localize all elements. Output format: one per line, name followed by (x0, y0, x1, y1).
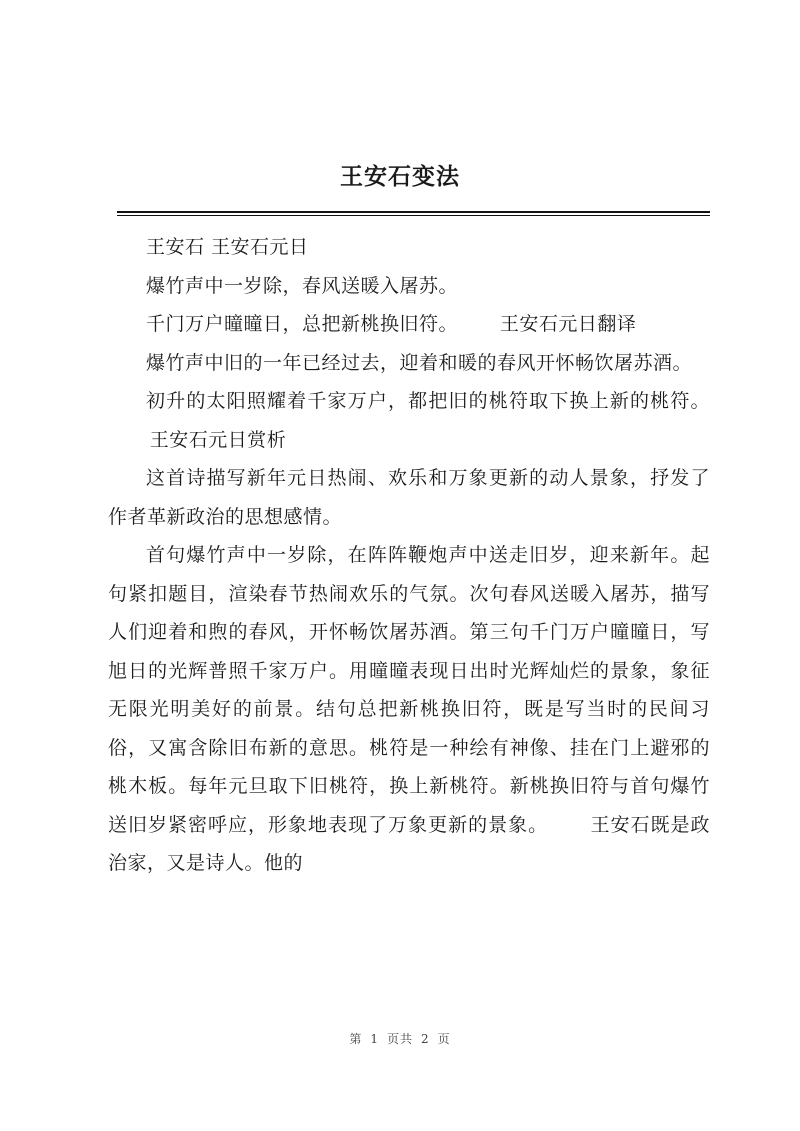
paragraph-1: 王安石 王安石元日 (146, 236, 309, 258)
footer-prefix: 第 (349, 1032, 363, 1046)
paragraph-7-tail: 王安石既是政治家，又是诗人。他的 (108, 813, 710, 874)
paragraph-2: 爆竹声中一岁除，春风送暖入屠苏。 (146, 274, 459, 297)
document-title: 王安石变法 (340, 163, 460, 190)
footer-middle: 页共 (386, 1032, 413, 1046)
section-heading-analysis: 王安石元日赏析 (149, 428, 287, 451)
section-heading-translation: 王安石元日翻译 (499, 313, 637, 335)
document-body (108, 228, 710, 883)
title-rule-thin (117, 215, 710, 216)
paragraph-7: 首句爆竹声中一岁除，在阵阵鞭炮声中送走旧岁，迎来新年。起句紧扣题目，渲染春节热闹欢乐的气氛。次句春风送暖入屠苏，描写人们迎着和煦的春风，开怀畅饮屠苏酒。第三句千门万户曈曈日，写旭日的光辉普照千家万户。用曈曈表现日出时光辉灿烂的景象，象征无限光明美好的前景。结句总把新桃换旧符，既是写当时的民间习俗，又寓含除旧布新的意思。桃符是一种绘有神像、挂在门上避邪的桃木板。每年元旦取下旧桃符，换上新桃符。新桃换旧符与首句爆竹送旧岁紧密呼应，形象地表现了万象更新的景象。 王安石既是政治家，又是诗人。他的 (108, 544, 710, 874)
footer-total-pages: 2 (421, 1032, 430, 1046)
paragraph-3: 千门万户曈曈日，总把新桃换旧符。 王安石元日翻译 (146, 313, 637, 335)
page-footer (0, 1030, 800, 1047)
footer-suffix: 页 (437, 1032, 451, 1046)
paragraph-4: 爆竹声中旧的一年已经过去，迎着和暖的春风开怀畅饮屠苏酒。 (146, 351, 693, 374)
paragraph-6: 这首诗描写新年元日热闹、欢乐和万象更新的动人景象，抒发了作者革新政治的思想感情。 (108, 467, 710, 528)
footer-page-number: 1 (370, 1032, 379, 1046)
title-rule-thick (117, 211, 710, 213)
paragraph-5: 初升的太阳照耀着千家万户，都把旧的桃符取下换上新的桃符。王安石元日赏析 (146, 390, 710, 451)
